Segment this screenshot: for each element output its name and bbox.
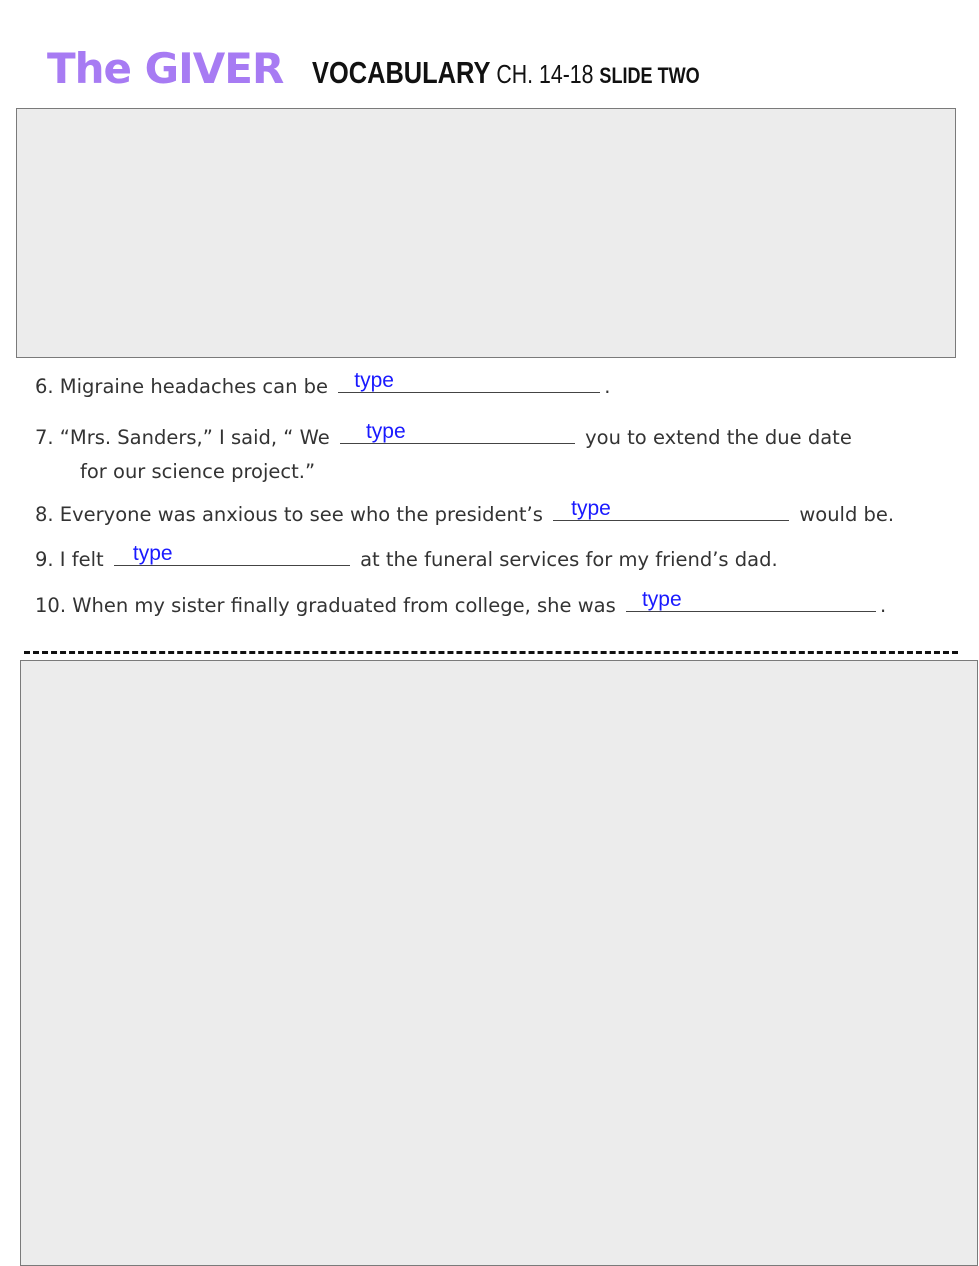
sentence-10: [35, 589, 886, 623]
sentence-8: [35, 498, 894, 532]
sentence-9-suffix: at the funeral services for my friend’s dad.: [353, 548, 778, 571]
book-title: The GIVER: [47, 44, 284, 93]
sentence-10-blank[interactable]: [626, 589, 876, 612]
sentence-9: [35, 543, 778, 577]
sentence-9-answer[interactable]: type: [132, 542, 173, 565]
bottom-drop-area[interactable]: [20, 660, 978, 1266]
page-title: [47, 44, 785, 100]
sentence-10-prefix: 10. When my sister finally graduated from college, she was: [35, 594, 622, 617]
sentence-6-suffix: .: [604, 375, 611, 398]
sentence-6-blank[interactable]: [338, 370, 600, 393]
sentence-7-continuation: for our science project.”: [80, 460, 316, 483]
sentence-7-prefix: 7. “Mrs. Sanders,” I said, “ We: [35, 426, 336, 449]
sentence-8-prefix: 8. Everyone was anxious to see who the president’s: [35, 503, 550, 526]
vocabulary-heading: [312, 55, 700, 91]
chapter-label: CH. 14-18: [490, 59, 600, 89]
vocabulary-label: VOCABULARY: [311, 55, 491, 90]
sentence-8-blank[interactable]: [553, 498, 789, 521]
sentence-10-answer[interactable]: type: [641, 588, 682, 611]
sentence-9-blank[interactable]: [114, 543, 350, 566]
sentence-8-suffix: would be.: [793, 503, 895, 526]
dashed-divider: [24, 651, 958, 654]
sentence-9-prefix: 9. I felt: [35, 548, 110, 571]
top-drop-area[interactable]: [16, 108, 956, 358]
sentence-7-suffix: you to extend the due date: [578, 426, 852, 449]
sentence-6-answer[interactable]: type: [354, 369, 394, 392]
sentence-6: [35, 370, 610, 404]
sentence-7-answer[interactable]: type: [365, 420, 406, 443]
sentence-6-prefix: 6. Migraine headaches can be: [35, 375, 335, 398]
sentence-10-suffix: .: [879, 594, 887, 617]
sentence-8-answer[interactable]: type: [571, 497, 611, 520]
sentence-7: [35, 421, 852, 455]
slide-label: SLIDE TWO: [599, 63, 700, 88]
sentence-7-blank[interactable]: [340, 421, 575, 444]
